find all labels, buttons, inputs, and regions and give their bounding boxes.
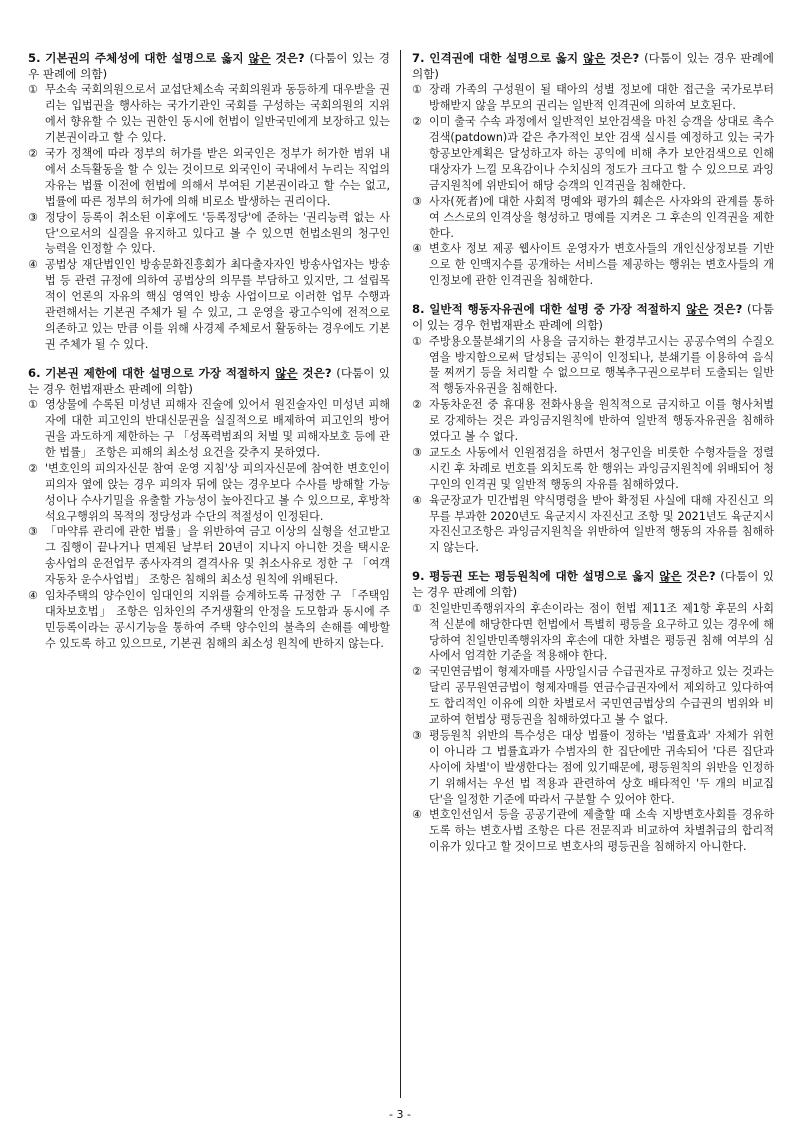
question-number: 7. — [412, 51, 425, 65]
question-emphasis: 않은 — [275, 365, 298, 380]
option-marker: ④ — [412, 808, 422, 822]
option-text: 교도소 사동에서 인원점검을 하면서 청구인을 비롯한 수형자들을 정렬시킨 후 차례로 번호를 외치도록 한 행위는 과잉금지원칙에 위배되어 청구인의 인격권 및 일반적 행동의 자유를 침해하였다. — [429, 445, 774, 491]
option-marker: ④ — [28, 589, 38, 603]
option-text: 자동차운전 중 휴대용 전화사용을 원칙적으로 금지하고 이를 형사처벌로 강제하는 것은 과잉금지원칙에 반하여 일반적 행동자유권을 침해하였다고 볼 수 없다. — [429, 398, 774, 444]
option-1-2[interactable] — [28, 461, 390, 525]
question-number: 8. — [412, 302, 425, 317]
option-3-3[interactable] — [412, 445, 774, 493]
option-list — [28, 397, 390, 652]
question-stem — [28, 365, 390, 397]
question-number: 9. — [412, 569, 425, 584]
option-marker: ③ — [412, 728, 422, 742]
option-list — [28, 82, 390, 352]
column-divider — [400, 50, 401, 1098]
option-marker: ② — [412, 398, 422, 412]
exam-page — [28, 50, 776, 1100]
question-emphasis: 않은 — [582, 51, 606, 65]
option-2-4[interactable] — [412, 241, 774, 289]
option-3-2[interactable] — [412, 397, 774, 445]
option-4-3[interactable] — [412, 728, 774, 808]
option-text: 정당이 등록이 취소된 이후에도 '등록정당'에 준하는 '권리능력 없는 사단'으로서의 실질을 유지하고 있다고 볼 수 있으면 헌법소원의 청구인 능력을 인정할 수 있다. — [45, 210, 390, 256]
left-column — [28, 50, 390, 664]
option-marker: ① — [412, 83, 422, 97]
option-2-1[interactable] — [412, 82, 774, 114]
option-0-1[interactable] — [28, 82, 390, 146]
option-list — [412, 334, 774, 557]
option-text: 변호사 정보 제공 웹사이트 운영자가 변호사들의 개인신상정보를 기반으로 한 인맥지수를 공개하는 서비스를 제공하는 행위는 변호사들의 개인정보에 관한 인격권을 침해한다. — [429, 242, 774, 288]
option-text: 국가 정책에 따라 정부의 허가를 받은 외국인은 정부가 허가한 범위 내에서 소득활동을 할 수 있는 것이므로 외국인이 국내에서 누리는 직업의 자유는 법률 이전에 헌법에 의해서 부여된 기본권이라고 할 수는 없고, 법률에 따른 정부의 허가에 의해 비로소 발생하는 권리이다. — [45, 147, 390, 208]
option-marker: ③ — [412, 194, 422, 208]
option-marker: ① — [412, 334, 422, 348]
option-marker: ① — [28, 83, 38, 97]
question-note: (다툼이 있는 경우 헌법재판소 판례에 의함) — [412, 302, 774, 333]
option-1-1[interactable] — [28, 397, 390, 461]
question-9 — [412, 568, 774, 855]
option-1-4[interactable] — [28, 588, 390, 652]
option-text: 이미 출국 수속 과정에서 일반적인 보안검색을 마친 승객을 상대로 촉수검색(patdown)과 같은 추가적인 보안 검색 실시를 예정하고 있는 국가항공보안계획은 달성하고자 하는 공익에 비해 추가 보안검색으로 인해 대상자가 느낄 모욕감이나 수치심의 정도가 크다고 할 수 있으므로 과잉금지원칙에 위반되어 해당 승객의 인격권을 침해한다. — [429, 115, 774, 192]
page-number: - 3 - — [389, 1108, 411, 1121]
question-7 — [412, 50, 774, 289]
question-stem-tail: 것은? — [610, 51, 640, 65]
question-stem-text: 기본권 제한에 대한 설명으로 가장 적절하지 — [45, 365, 271, 380]
option-marker: ④ — [412, 493, 422, 507]
option-2-2[interactable] — [412, 114, 774, 194]
question-stem-tail: 것은? — [686, 569, 716, 584]
option-text: 공법상 재단법인인 방송문화진흥회가 최다출자자인 방송사업자는 방송법 등 관련 규정에 의하여 공법상의 의무를 부담하고 있지만, 그 설립목적이 언론의 자유의 핵심 영역인 방송 사업이므로 이러한 업무 수행과 관련해서는 기본권 주체가 될 수 있고, 그 운영을 광고수익에 전적으로 의존하고 있는 만큼 이를 위해 사경제 주체로서 활동하는 경우에도 기본권 주체가 될 수 있다. — [45, 258, 390, 351]
option-text: '변호인의 피의자신문 참여 운영 지침'상 피의자신문에 참여한 변호인이 피의자 옆에 앉는 경우 피의자 뒤에 앉는 경우보다 수사를 방해할 가능성이나 수사기밀을 유출할 가능성이 높아진다고 볼 수 있으므로, 후방착석요구행위의 목적의 정당성과 수단의 적절성이 인정된다. — [45, 461, 390, 523]
question-stem — [412, 301, 774, 333]
question-stem-text: 인격권에 대한 설명으로 옳지 — [429, 51, 579, 65]
question-stem — [412, 568, 774, 600]
option-list — [412, 82, 774, 289]
option-1-3[interactable] — [28, 524, 390, 588]
question-note: (다툼이 있는 경우 판례에 의함) — [412, 51, 774, 82]
option-text: 「마약류 관리에 관한 법률」을 위반하여 금고 이상의 실형을 선고받고 그 집행이 끝나거나 면제된 날부터 20년이 지나지 아니한 것을 택시운송사업의 운전업무 종사자격의 결격사유 및 취소사유로 정한 구 「여객자동차 운수사업법」 조항은 침해의 최소성 원칙에 위배된다. — [45, 525, 390, 587]
question-stem-tail: 것은? — [302, 365, 332, 380]
option-marker: ④ — [412, 242, 422, 256]
option-2-3[interactable] — [412, 194, 774, 242]
option-text: 평등원칙 위반의 특수성은 대상 법률이 정하는 '법률효과' 자체가 위헌이 아니라 그 법률효과가 수범자의 한 집단에만 귀속되어 '다른 집단과 사이에 차별'이 발생한다는 점에 있기때문에, 평등원칙의 위반을 인정하기 위해서는 우선 법 적용과 관련하여 상호 배타적인 '두 개의 비교집단'을 일정한 기준에 따라서 구분할 수 있어야 한다. — [429, 728, 774, 806]
option-text: 사자(死者)에 대한 사회적 명예와 평가의 훼손은 사자와의 관계를 통하여 스스로의 인격상을 형성하고 명예를 지켜온 그 후손의 인격권을 제한한다. — [429, 194, 774, 240]
question-number: 5. — [28, 51, 41, 65]
option-marker: ④ — [28, 258, 38, 272]
question-stem-text: 평등권 또는 평등원칙에 대한 설명으로 옳지 — [429, 569, 655, 584]
option-marker: ③ — [28, 525, 38, 539]
option-marker: ③ — [28, 210, 38, 224]
option-3-4[interactable] — [412, 493, 774, 557]
question-8 — [412, 301, 774, 556]
option-4-4[interactable] — [412, 807, 774, 855]
question-stem — [28, 50, 390, 82]
option-marker: ② — [28, 461, 38, 475]
option-marker: ② — [412, 665, 422, 679]
option-4-1[interactable] — [412, 601, 774, 665]
option-text: 친일반민족행위자의 후손이라는 점이 헌법 제11조 제1항 후문의 사회적 신분에 해당한다면 헌법에서 특별히 평등을 요구하고 있는 경우에 해당하여 친일반민족행위자의 후손에 대한 차별은 평등권 침해 여부의 심사에서 엄격한 기준을 적용해야 한다. — [429, 601, 774, 663]
question-note: (다툼이 있는 경우 판례에 의함) — [412, 569, 775, 600]
option-0-4[interactable] — [28, 257, 390, 352]
option-marker: ① — [28, 398, 38, 412]
option-text: 주방용오물분쇄기의 사용을 금지하는 환경부고시는 공공수역의 수질오염을 방지함으로써 달성되는 공익이 인정되나, 분쇄기를 이용하여 음식물 찌꺼기 등을 처리할 수 없으므로 행복추구권으로부터 도출되는 일반적 행동자유권을 침해한다. — [429, 334, 774, 396]
option-text: 변호인선임서 등을 공공기관에 제출할 때 소속 지방변호사회를 경유하도록 하는 변호사법 조항은 다른 전문직과 비교하여 차별취급의 합리적 이유가 있다고 할 것이므로 변호사의 평등권을 침해하지 아니한다. — [429, 808, 774, 854]
question-5 — [28, 50, 390, 353]
option-0-2[interactable] — [28, 146, 390, 210]
question-emphasis: 않은 — [659, 569, 682, 584]
option-text: 국민연금법이 형제자매를 사망일시금 수급권자로 규정하고 있는 것과는 달리 공무원연금법이 형제자매를 연금수급권자에서 제외하고 있다하여도 합리적인 이유에 의한 차별로서 국민연금법상의 수급권의 범위와 비교하여 헌법상 평등권을 침해하였다고 볼 수 없다. — [429, 665, 774, 727]
question-6 — [28, 365, 390, 652]
question-note: (다툼이 있는 경우 판례에 의함) — [28, 51, 391, 82]
option-marker: ② — [412, 115, 422, 129]
question-stem-text: 기본권의 주체성에 대한 설명으로 옳지 — [45, 51, 244, 65]
option-text: 육군장교가 민간법원 약식명령을 받아 확정된 사실에 대해 자진신고 의무를 부과한 2020년도 육군지시 자진신고 조항 및 2021년도 육군지시 자진신고조항은 과잉금지원칙을 위반하여 일반적 행동의 자유를 침해하지 않는다. — [429, 493, 774, 555]
right-column — [412, 50, 774, 867]
question-emphasis: 않은 — [248, 51, 271, 65]
option-text: 장래 가족의 구성원이 될 태아의 성별 정보에 대한 접근을 국가로부터 방해받지 않을 부모의 권리는 일반적 인격권에 의하여 보호된다. — [429, 83, 774, 113]
question-emphasis: 않은 — [686, 302, 709, 317]
question-note: (다툼이 있는 경우 헌법재판소 판례에 의함) — [28, 365, 391, 397]
option-text: 무소속 국회의원으로서 교섭단체소속 국회의원과 동등하게 대우받을 권리는 입법권을 행사하는 국가기관인 국회를 구성하는 국회의원의 지위에서 향유할 수 있는 권한인 동시에 헌법이 일반국민에게 보장하고 있는 기본권이라고 할 수 있다. — [45, 83, 390, 145]
question-stem — [412, 50, 774, 82]
question-stem-tail: 것은? — [713, 302, 743, 317]
option-text: 임차주택의 양수인이 임대인의 지위를 승계하도록 규정한 구 「주택임대차보호법」 조항은 임차인의 주거생활의 안정을 도모함과 동시에 주민등록이라는 공시기능을 통하여 주택 양수인의 불측의 손해를 예방할 수 있도록 하고 있으므로, 기본권 침해의 최소성 원칙에 반하지 않는다. — [45, 589, 390, 650]
option-3-1[interactable] — [412, 334, 774, 398]
option-marker: ② — [28, 147, 38, 161]
option-4-2[interactable] — [412, 664, 774, 728]
option-list — [412, 601, 774, 856]
option-marker: ③ — [412, 445, 422, 459]
question-stem-tail: 것은? — [275, 51, 305, 65]
option-0-3[interactable] — [28, 210, 390, 258]
option-text: 영상물에 수록된 미성년 피해자 진술에 있어서 원진술자인 미성년 피해자에 대한 피고인의 반대신문권을 실질적으로 배제하여 피고인의 방어권을 과도하게 제한하는 구 「성폭력범죄의 처벌 및 피해자보호 등에 관한 법률」 조항은 피해의 최소성 요건을 갖추지 못하였다. — [45, 398, 390, 459]
question-stem-text: 일반적 행동자유권에 대한 설명 중 가장 적절하지 — [429, 302, 682, 317]
option-marker: ① — [412, 601, 422, 615]
question-number: 6. — [28, 365, 41, 380]
